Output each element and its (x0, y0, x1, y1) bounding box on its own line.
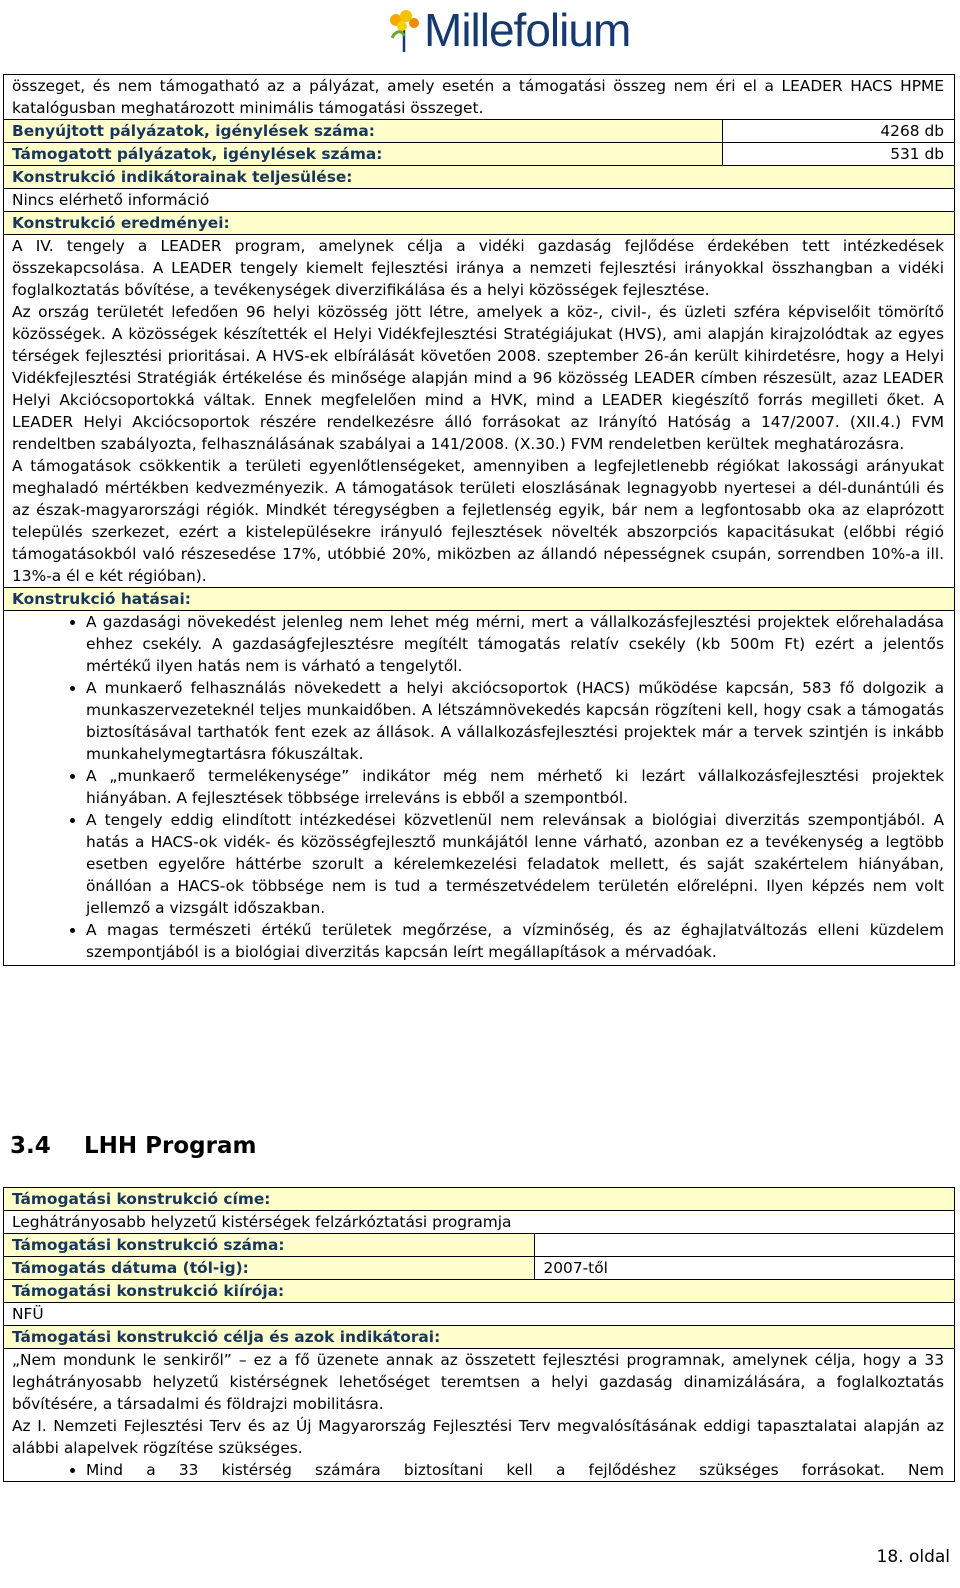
list-item: • A „munkaerő termelékenysége” indikátor még nem mérhető ki lezárt vállalkozásfejlesztési projektek hiányában. A fejlesztések többsége irreleváns is ebből a szempontból. (86, 765, 944, 809)
results-paragraph: A IV. tengely a LEADER program, amelynek célja a vidéki gazdaság fejlődése érdekében tett intézkedések összekapcsolása. A LEADER tengely kiemelt fejlesztési iránya a nemzeti fejlesztési irányokkal összhangban a vidéki foglalkoztatás bővítése, a tevékenységek diverzifikálása és a helyi közösségek fejlesztése. (12, 237, 944, 299)
section-number: 3.4 (10, 1133, 51, 1159)
lhh-date-label: Támogatás dátuma (tól-ig): (4, 1257, 535, 1280)
effects-list (12, 611, 944, 963)
indicators-label: Konstrukció indikátorainak teljesülése: (4, 166, 955, 189)
submitted-value: 4268 db (723, 120, 955, 143)
lhh-title-label: Támogatási konstrukció címe: (4, 1188, 955, 1211)
results-label: Konstrukció eredményei: (4, 212, 955, 235)
lhh-goal-paragraph: „Nem mondunk le senkiről” – ez a fő üzenete annak az összetett fejlesztési programnak, amelynek célja, hogy a 33 leghátrányosabb helyzetű kistérségnek lehetőséget teremtsen a helyi gazdaság dinamizálására, a foglalkoztatás bővítésére, a társadalmi és földrajzi mobilitásra. (12, 1351, 944, 1413)
lhh-number-value (535, 1234, 955, 1257)
lhh-goal-label: Támogatási konstrukció célja és azok indikátorai: (4, 1326, 955, 1349)
lhh-table (3, 1187, 955, 1482)
section-title: LHH Program (84, 1133, 257, 1159)
list-item: • A munkaerő felhasználás növekedett a helyi akciócsoportok (HACS) működése kapcsán, 583 fő dolgozik a munkaszervezeteknél teljes munkaidőben. A létszámnövekedés kapcsán rögzíteni kell, hogy csak a támogatás biztosításával tarthatók fent ezek az állások. A vállalkozásfejlesztési projektek már a tervek szintjén is inkább munkahelymegtartásra fókuszáltak. (86, 677, 944, 765)
list-item: • A tengely eddig elindított intézkedései közvetlenül nem relevánsak a biológiai diverzitás szempontjából. A hatás a HACS-ok vidék- és közösségfejlesztő munkájától lenne várható, azonban ez a tevékenység a legtöbb esetben egyelőre háttérbe szorult a kérelemkezelési feladatok mellett, és saját szakértelem hiányában, önállóan a HACS-ok többsége nem is tud a természetvédelem területén előrelépni. Ilyen képzés nem volt jellemző a vizsgált időszakban. (86, 809, 944, 919)
lhh-goal-cell (4, 1349, 955, 1482)
list-item: • A magas természeti értékű területek megőrzése, a vízminőség, és az éghajlatváltozás elleni küzdelem szempontjából is a biológiai diverzitás kapcsán leírt megállapítások a mérvadóak. (86, 919, 944, 963)
intro-cell (4, 75, 955, 120)
effects-label: Konstrukció hatásai: (4, 588, 955, 611)
list-item: • Mind a 33 kistérség számára biztosítani kell a fejlődéshez szükséges forrásokat. Nem (86, 1459, 944, 1481)
page-number: 18. oldal (876, 1547, 950, 1567)
intro-text: összeget, és nem támogatható az a pályázat, amely esetén a támogatási összeg nem éri el a LEADER HACS HPME katalógusban meghatározott minimális támogatási összeget. (12, 77, 944, 117)
leader-summary-table (3, 74, 955, 966)
lhh-title-value: Leghátrányosabb helyzetű kistérségek felzárkóztatási programja (4, 1211, 955, 1234)
submitted-label: Benyújtott pályázatok, igénylések száma: (4, 120, 723, 143)
indicators-value: Nincs elérhető információ (4, 189, 955, 212)
lhh-date-value: 2007-től (535, 1257, 955, 1280)
supported-value: 531 db (723, 143, 955, 166)
millefolium-logo (386, 4, 630, 56)
lhh-number-label: Támogatási konstrukció száma: (4, 1234, 535, 1257)
lhh-issuer-value: NFÜ (4, 1303, 955, 1326)
lhh-issuer-label: Támogatási konstrukció kiírója: (4, 1280, 955, 1303)
logo-text: Millefolium (424, 4, 631, 56)
lhh-goal-list (12, 1459, 944, 1481)
list-item: • A gazdasági növekedést jelenleg nem lehet még mérni, mert a vállalkozásfejlesztési projektek előrehaladása ehhez csekély. A gazdaságfejlesztésre megítélt támogatás relatív csekély (kb 500m Ft) ezért a jelentős mértékű ilyen hatás nem is várható a tengelytől. (86, 611, 944, 677)
results-paragraph: A támogatások csökkentik a területi egyenlőtlenségeket, amennyiben a legfejletlenebb régiókat lakossági arányukat meghaladó mértékben kedvezményezik. A támogatások területi eloszlásának legnagyobb nyertesei a dél-dunántúli és az észak-magyarországi régiók. Mindkét téregységben a fejletlenség egyik, bár nem a legfontosabb oka az elaprózott település szerkezet, ezért a kistelepülésekre irányuló fejlesztések növelték abszorpciós kapacitásukat (előbbi régió támogatásokból való részesedése 17%, utóbbié 20%, miközben az állandó népességnek csupán, sorrendben 10%-a ill. 13%-a él e két régióban). (12, 457, 944, 585)
supported-label: Támogatott pályázatok, igénylések száma: (4, 143, 723, 166)
effects-cell (4, 611, 955, 966)
results-paragraph: Az ország területét lefedően 96 helyi közösség jött létre, amelyek a köz-, civil-, és üzleti szféra képviselőit tömörítő közösségek. A közösségek készítették el Helyi Vidékfejlesztési Stratégiájukat (HVS), ami alapján kirajzolódtak az egyes térségek fejlesztési prioritásai. A HVS-ek elbírálását követően 2008. szeptember 26-án került kihirdetésre, hogy a Helyi Vidékfejlesztési Stratégiák értékelése és minősége alapján mind a 96 közösség LEADER címben részesült, azaz LEADER Helyi Akciócsoportokká váltak. Ennek megfelelően mind a HVK, mind a LEADER kiegészítő forrás megilleti őket. A LEADER Helyi Akciócsoportok részére rendelkezésre álló forrásokat az Irányító Hatóság a 147/2007. (XII.4.) FVM rendeltben szabályozta, felhasználásának szabályai a 141/2008. (X.30.) FVM rendeletben kerültek meghatározásra. (12, 303, 944, 453)
results-cell (4, 235, 955, 588)
section-heading (10, 1129, 256, 1163)
lhh-goal-paragraph: Az I. Nemzeti Fejlesztési Terv és az Új Magyarország Fejlesztési Terv megvalósításának eddigi tapasztalatai alapján az alábbi alapelvek rögzítése szükséges. (12, 1417, 944, 1457)
flower-logo-icon (386, 8, 422, 52)
